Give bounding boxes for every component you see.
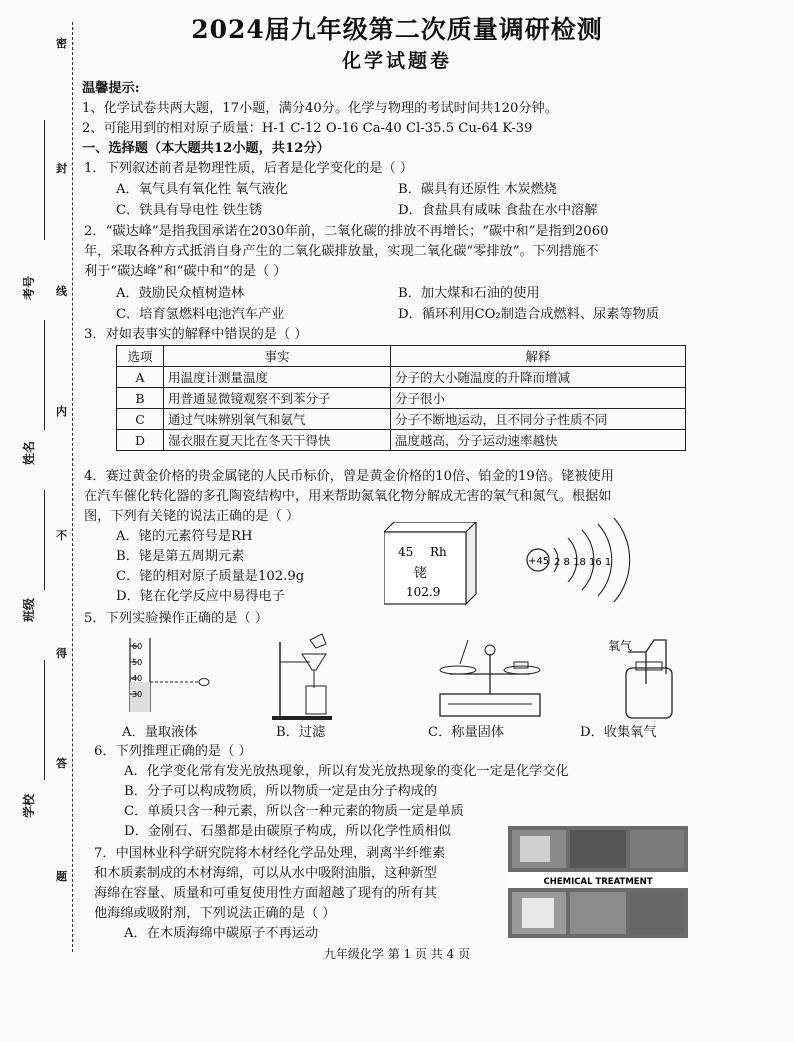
table-cell: 分子的大小随温度的升降而增减: [391, 367, 686, 388]
option-b: B．分子可以构成物质，所以物质一定是由分子构成的: [124, 784, 438, 799]
table-cell: 分子很小: [391, 388, 686, 409]
table-cell: D: [117, 430, 164, 451]
field-school: 学校: [22, 793, 36, 818]
element-cell-figure: [384, 522, 478, 606]
tick-label: 60: [132, 642, 143, 651]
question-stem: 在汽车催化转化器的多孔陶瓷结构中，用来帮助氮氧化物分解成无害的氧气和氮气。根据如: [84, 489, 612, 504]
nucleus-charge: +45: [528, 556, 550, 567]
notice-line: 2、可能用到的相对原子质量：H-1 C-12 O-16 Ca-40 Cl-35.5 Cu-64 K-39: [82, 121, 533, 136]
question-stem: 4．赛过黄金价格的贵金属铑的人民币标价，曾是黄金价格的10倍、铂金的19倍。铑被使用: [84, 469, 614, 484]
balance-figure: [430, 634, 550, 722]
option-a: A．氧气具有氧化性 氧气液化: [116, 182, 288, 197]
option-a: A．铑的元素符号是RH: [116, 529, 253, 544]
table-cell: 温度越高，分子运动速率越快: [391, 430, 686, 451]
seal-char: 得: [56, 647, 67, 660]
notice-heading: 温馨提示:: [82, 81, 140, 96]
field-line: [44, 490, 45, 590]
option-c: C．铁具有导电性 铁生锈: [116, 203, 263, 218]
question-stem: 年，采取各种方式抵消自身产生的二氧化碳排放量，实现二氧化碳“零排放”。下列措施不: [84, 244, 599, 259]
table-row: [117, 409, 686, 430]
tick-label: 50: [132, 658, 143, 667]
option-d: D．收集氧气: [580, 725, 657, 740]
notice-line: 1、化学试卷共两大题，17小题，满分40分。化学与物理的考试时间共120分钟。: [82, 101, 558, 116]
question-stem: 他海绵或吸附剂，下列说法正确的是（ ）: [94, 906, 336, 921]
table-cell: 用普通显微镜观察不到苯分子: [164, 388, 391, 409]
table-cell: 湿衣服在夏天比在冬天干得快: [164, 430, 391, 451]
field-exam-number: 考号: [22, 275, 36, 300]
atomic-structure-diagram: [524, 510, 634, 610]
table-row: [117, 367, 686, 388]
table-cell: 通过气味辨别氧气和氨气: [164, 409, 391, 430]
option-b: B．过滤: [276, 725, 326, 740]
question-stem: 5．下列实验操作正确的是（ ）: [84, 611, 269, 626]
option-c: C．单质只含一种元素，所以含一种元素的物质一定是单质: [124, 804, 464, 819]
tick-label: 40: [132, 674, 143, 683]
table-cell: A: [117, 367, 164, 388]
question-stem: 利于“碳达峰”和“碳中和”的是（ ）: [84, 264, 287, 279]
option-a: A．鼓励民众植树造林: [116, 286, 245, 301]
seal-char: 封: [56, 162, 67, 175]
option-d: D．循环利用CO₂制造合成燃料、尿素等物质: [398, 307, 659, 322]
element-symbol: Rh: [430, 545, 447, 559]
option-a: A．化学变化常有发光放热现象，所以有发光放热现象的变化一定是化学交化: [124, 764, 569, 779]
question-stem: 1．下列叙述前者是物理性质，后者是化学变化的是（ ）: [84, 161, 414, 176]
option-d: D．金刚石、石墨都是由碳原子构成，所以化学性质相似: [124, 824, 452, 839]
option-a: A．量取液体: [122, 725, 198, 740]
option-c: C．称量固体: [428, 725, 505, 740]
question-stem: 和木质素制成的木材海绵，可以从水中吸附油脂，这种新型: [94, 866, 437, 881]
gas-collection-figure: [606, 634, 676, 724]
option-b: B．加大煤和石油的使用: [398, 286, 540, 301]
seal-char: 内: [56, 405, 67, 418]
option-c: C．铑的相对原子质量是102.9g: [116, 569, 305, 584]
field-class: 班级: [22, 597, 36, 622]
exam-subtitle: 化学试题卷: [341, 50, 452, 72]
field-line: [44, 660, 45, 780]
field-line: [44, 120, 45, 240]
graduated-cylinder-figure: [118, 636, 218, 716]
question-stem: 3．对如表事实的解释中错误的是（ ）: [84, 327, 308, 342]
element-name: 铑: [414, 566, 428, 581]
table-cell: 用温度计测量温度: [164, 367, 391, 388]
field-line: [44, 320, 45, 430]
answer-table: [116, 345, 686, 451]
seal-char: 密: [56, 37, 67, 50]
table-header: 解释: [391, 346, 686, 367]
electron-shells: 2 8 18 16 1: [554, 557, 612, 568]
page-footer: 九年级化学 第 1 页 共 4 页: [323, 947, 471, 961]
seal-char: 线: [56, 285, 67, 298]
option-c: C．培育氢燃料电池汽车产业: [116, 307, 285, 322]
table-row: [117, 430, 686, 451]
wood-sponge-photo: [508, 826, 688, 938]
table-header-row: [117, 346, 686, 367]
question-stem: 海绵在容量、质量和可重复使用性方面超越了现有的所有其: [94, 886, 437, 901]
table-header: 事实: [164, 346, 391, 367]
table-cell: B: [117, 388, 164, 409]
binding-dashed-line: [72, 22, 73, 952]
question-stem: 7．中国林业科学研究院将木材经化学品处理，剥离半纤维素: [94, 846, 446, 861]
option-b: B．铑是第五周期元素: [116, 549, 245, 564]
photo-caption: CHEMICAL TREATMENT: [543, 877, 653, 887]
table-cell: 分子不断地运动，且不同分子性质不同: [391, 409, 686, 430]
filtration-figure: [272, 632, 342, 722]
table-cell: C: [117, 409, 164, 430]
tick-label: 30: [132, 690, 143, 699]
gas-label: 氧气: [608, 639, 633, 653]
table-row: [117, 388, 686, 409]
element-number: 45: [398, 545, 414, 559]
seal-char: 答: [56, 757, 67, 770]
element-mass: 102.9: [406, 585, 441, 599]
question-stem: 图，下列有关铑的说法正确的是（ ）: [84, 509, 300, 524]
option-b: B．碳具有还原性 木炭燃烧: [398, 182, 557, 197]
seal-char: 不: [56, 529, 67, 542]
exam-title: 2024届九年级第二次质量调研检测: [191, 15, 603, 44]
seal-char: 题: [56, 870, 67, 883]
question-stem: 6．下列推理正确的是（ ）: [94, 744, 252, 759]
question-stem: 2．“碳达峰”是指我国承诺在2030年前，二氧化碳的排放不再增长；“碳中和”是指到2060: [84, 224, 609, 239]
option-a: A．在木质海绵中碳原子不再运动: [124, 926, 319, 941]
option-d: D．铑在化学反应中易得电子: [116, 589, 285, 604]
option-d: D．食盐具有咸味 食盐在水中溶解: [398, 203, 598, 218]
field-name: 姓名: [22, 440, 36, 465]
section-heading: 一、选择题（本大题共12小题，共12分）: [82, 141, 330, 156]
table-header: 选项: [117, 346, 164, 367]
